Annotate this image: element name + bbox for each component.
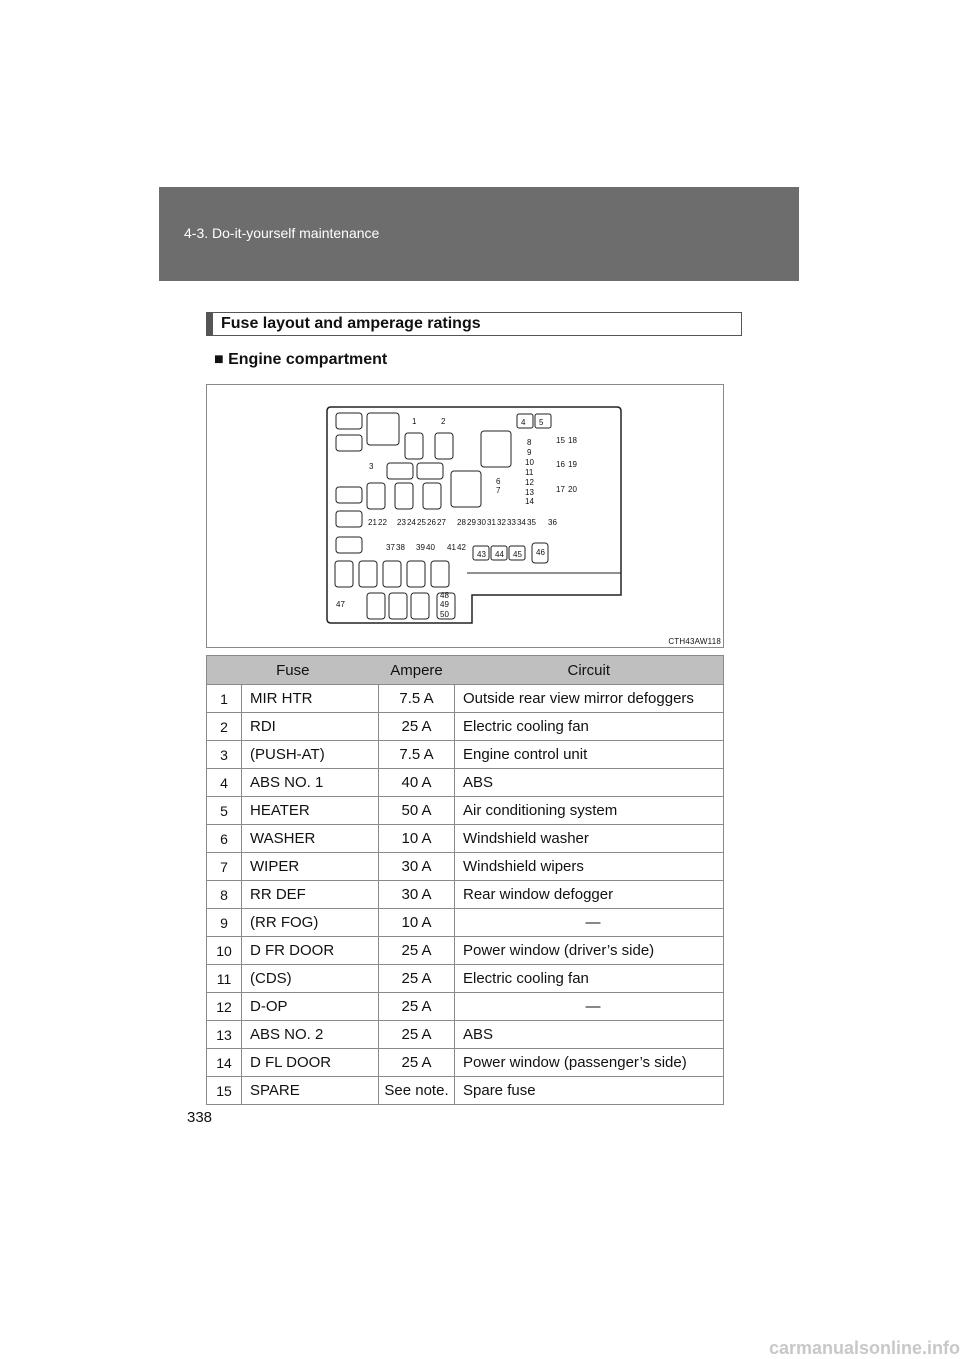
circuit-cell: Windshield wipers <box>455 853 724 881</box>
circuit-cell: ABS <box>455 769 724 797</box>
fuse-number-cell: 14 <box>207 1049 242 1077</box>
fuse-name-cell: MIR HTR <box>242 685 379 713</box>
header-band <box>159 187 799 281</box>
svg-text:17: 17 <box>556 485 565 494</box>
ampere-cell: 25 A <box>379 937 455 965</box>
fuse-number-cell: 9 <box>207 909 242 937</box>
fuse-number-cell: 15 <box>207 1077 242 1105</box>
ampere-cell: 30 A <box>379 853 455 881</box>
svg-text:21: 21 <box>368 518 377 527</box>
table-row <box>207 853 724 881</box>
table-row <box>207 965 724 993</box>
svg-text:29: 29 <box>467 518 476 527</box>
fuse-number-cell: 12 <box>207 993 242 1021</box>
svg-text:33: 33 <box>507 518 516 527</box>
fuse-name-cell: RDI <box>242 713 379 741</box>
table-header-row <box>207 656 724 685</box>
svg-text:39: 39 <box>416 543 425 552</box>
ampere-cell: 7.5 A <box>379 685 455 713</box>
fuse-name-cell: D FL DOOR <box>242 1049 379 1077</box>
ampere-cell: See note. <box>379 1077 455 1105</box>
svg-text:12: 12 <box>525 478 534 487</box>
svg-text:13: 13 <box>525 488 534 497</box>
section-heading <box>206 312 742 336</box>
svg-text:28: 28 <box>457 518 466 527</box>
svg-text:1: 1 <box>412 417 417 426</box>
svg-text:49: 49 <box>440 600 449 609</box>
table-row <box>207 685 724 713</box>
svg-text:10: 10 <box>525 458 534 467</box>
col-header-fuse: Fuse <box>207 656 379 685</box>
fuse-number-cell: 7 <box>207 853 242 881</box>
circuit-cell: Engine control unit <box>455 741 724 769</box>
svg-text:22: 22 <box>378 518 387 527</box>
ampere-cell: 25 A <box>379 1049 455 1077</box>
circuit-cell: ABS <box>455 1021 724 1049</box>
svg-text:11: 11 <box>525 468 534 477</box>
sub-heading: ■ Engine compartment <box>214 351 388 368</box>
svg-text:5: 5 <box>539 418 544 427</box>
svg-text:48: 48 <box>440 591 449 600</box>
svg-text:38: 38 <box>396 543 405 552</box>
ampere-cell: 25 A <box>379 1021 455 1049</box>
heading-bar <box>207 313 213 335</box>
circuit-cell: — <box>455 909 724 937</box>
svg-text:15: 15 <box>556 436 565 445</box>
fuse-layout-diagram <box>206 384 724 648</box>
svg-text:31: 31 <box>487 518 496 527</box>
circuit-cell: Electric cooling fan <box>455 713 724 741</box>
fuse-number-cell: 1 <box>207 685 242 713</box>
svg-text:24: 24 <box>407 518 416 527</box>
svg-text:7: 7 <box>496 486 501 495</box>
col-header-ampere: Ampere <box>379 656 455 685</box>
fuse-number-cell: 2 <box>207 713 242 741</box>
table-row <box>207 1049 724 1077</box>
fuse-name-cell: WASHER <box>242 825 379 853</box>
table-row <box>207 769 724 797</box>
fuse-table <box>206 655 724 1105</box>
svg-text:44: 44 <box>495 550 504 559</box>
circuit-cell: Rear window defogger <box>455 881 724 909</box>
fuse-name-cell: (PUSH-AT) <box>242 741 379 769</box>
table-row <box>207 881 724 909</box>
circuit-cell: Outside rear view mirror defoggers <box>455 685 724 713</box>
svg-text:42: 42 <box>457 543 466 552</box>
svg-text:37: 37 <box>386 543 395 552</box>
svg-text:25: 25 <box>417 518 426 527</box>
fuse-name-cell: RR DEF <box>242 881 379 909</box>
fuse-name-cell: WIPER <box>242 853 379 881</box>
fuse-name-cell: ABS NO. 1 <box>242 769 379 797</box>
diagram-code: CTH43AW118 <box>668 637 721 646</box>
fuse-number-cell: 8 <box>207 881 242 909</box>
page-number: 338 <box>187 1109 213 1126</box>
table-row <box>207 713 724 741</box>
svg-text:16: 16 <box>556 460 565 469</box>
svg-text:19: 19 <box>568 460 577 469</box>
svg-text:43: 43 <box>477 550 486 559</box>
circuit-cell: Electric cooling fan <box>455 965 724 993</box>
table-row <box>207 937 724 965</box>
svg-text:34: 34 <box>517 518 526 527</box>
table-row <box>207 797 724 825</box>
svg-text:30: 30 <box>477 518 486 527</box>
circuit-cell: Spare fuse <box>455 1077 724 1105</box>
fuse-name-cell: D FR DOOR <box>242 937 379 965</box>
table-row <box>207 1021 724 1049</box>
circuit-cell: Power window (driver’s side) <box>455 937 724 965</box>
svg-text:46: 46 <box>536 548 545 557</box>
fuse-number-cell: 13 <box>207 1021 242 1049</box>
table-row <box>207 993 724 1021</box>
fuse-number-cell: 10 <box>207 937 242 965</box>
svg-text:26: 26 <box>427 518 436 527</box>
svg-text:47: 47 <box>336 600 345 609</box>
circuit-cell: Power window (passenger’s side) <box>455 1049 724 1077</box>
svg-text:14: 14 <box>525 497 534 506</box>
svg-text:45: 45 <box>513 550 522 559</box>
fuse-name-cell: (CDS) <box>242 965 379 993</box>
fuse-number-cell: 4 <box>207 769 242 797</box>
ampere-cell: 30 A <box>379 881 455 909</box>
svg-text:9: 9 <box>527 448 532 457</box>
fuse-name-cell: (RR FOG) <box>242 909 379 937</box>
fuse-name-cell: SPARE <box>242 1077 379 1105</box>
fuse-name-cell: D-OP <box>242 993 379 1021</box>
svg-text:18: 18 <box>568 436 577 445</box>
table-row <box>207 825 724 853</box>
fuse-number-cell: 6 <box>207 825 242 853</box>
svg-text:8: 8 <box>527 438 532 447</box>
circuit-cell: Air conditioning system <box>455 797 724 825</box>
svg-text:50: 50 <box>440 610 449 619</box>
svg-text:27: 27 <box>437 518 446 527</box>
svg-text:40: 40 <box>426 543 435 552</box>
svg-text:2: 2 <box>441 417 446 426</box>
ampere-cell: 25 A <box>379 993 455 1021</box>
fuse-number-cell: 5 <box>207 797 242 825</box>
svg-text:3: 3 <box>369 462 374 471</box>
fuse-box-illustration <box>207 385 723 647</box>
svg-text:6: 6 <box>496 477 501 486</box>
section-title: 4-3. Do-it-yourself maintenance <box>184 225 380 241</box>
fuse-name-cell: ABS NO. 2 <box>242 1021 379 1049</box>
section-heading-text: Fuse layout and amperage ratings <box>221 315 481 332</box>
fuse-number-cell: 11 <box>207 965 242 993</box>
ampere-cell: 10 A <box>379 909 455 937</box>
ampere-cell: 25 A <box>379 713 455 741</box>
circuit-cell: Windshield washer <box>455 825 724 853</box>
svg-text:36: 36 <box>548 518 557 527</box>
svg-text:23: 23 <box>397 518 406 527</box>
watermark: carmanualsonline.info <box>768 1338 960 1358</box>
ampere-cell: 25 A <box>379 965 455 993</box>
ampere-cell: 40 A <box>379 769 455 797</box>
svg-text:41: 41 <box>447 543 456 552</box>
table-row <box>207 1077 724 1105</box>
col-header-circuit: Circuit <box>455 656 724 685</box>
table-row <box>207 741 724 769</box>
fuse-number-cell: 3 <box>207 741 242 769</box>
svg-text:20: 20 <box>568 485 577 494</box>
svg-text:32: 32 <box>497 518 506 527</box>
svg-text:35: 35 <box>527 518 536 527</box>
ampere-cell: 50 A <box>379 797 455 825</box>
circuit-cell: — <box>455 993 724 1021</box>
ampere-cell: 7.5 A <box>379 741 455 769</box>
fuse-name-cell: HEATER <box>242 797 379 825</box>
ampere-cell: 10 A <box>379 825 455 853</box>
table-row <box>207 909 724 937</box>
svg-text:4: 4 <box>521 418 526 427</box>
